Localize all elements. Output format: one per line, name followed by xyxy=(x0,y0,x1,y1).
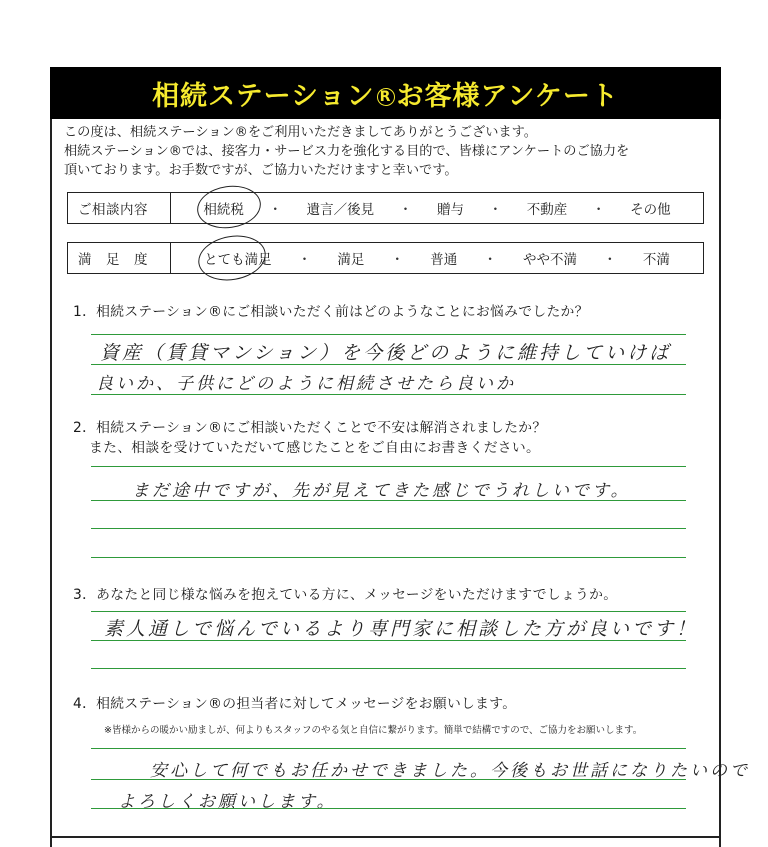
answer-line xyxy=(91,394,686,395)
answer-line xyxy=(91,808,686,809)
separator-dot: ・ xyxy=(297,252,312,268)
option-very-satisfied[interactable]: とても満足 xyxy=(204,252,272,268)
answer-2-line-1[interactable]: まだ途中ですが、先が見えてきた感じでうれしいです。 xyxy=(132,481,631,501)
question-2-line-2: また、相談を受けていただいて感じたことをご自由にお書きください。 xyxy=(89,440,541,456)
separator-dot: ・ xyxy=(268,202,282,218)
answer-4-line-1[interactable]: 安心して何でもお任かせできました。今後もお世話になりたいので xyxy=(150,761,750,781)
answer-3-line-1[interactable]: 素人通しで悩んでいるより専門家に相談した方が良いです！ xyxy=(104,618,699,640)
title-bar xyxy=(50,67,721,119)
option-inheritance-tax[interactable]: 相続税 xyxy=(203,202,244,218)
intro-line: 相続ステーション®では、接客力・サービス力を強化する目的で、皆様にアンケートのご協力を xyxy=(64,144,630,159)
answer-line xyxy=(91,528,686,529)
sheet-bottom-edge xyxy=(50,836,721,838)
answer-1-line-1[interactable]: 資産（賃貸マンション）を今後どのように維持していけば xyxy=(100,342,672,364)
question-2 xyxy=(73,418,546,458)
satisfaction-label: 満 足 度 xyxy=(68,243,171,273)
consult-label: ご相談内容 xyxy=(68,193,171,223)
answer-line xyxy=(91,334,686,335)
answer-line xyxy=(91,779,686,780)
answer-line xyxy=(91,500,686,501)
question-4-note: ※皆様からの暖かい励ましが、何よりもスタッフのやる気と自信に繋がります。簡単で結構ですので、ご協力をお願いします。 xyxy=(104,725,643,736)
separator-dot: ・ xyxy=(398,202,413,218)
option-other[interactable]: その他 xyxy=(630,202,671,218)
page-title: 相続ステーション R お客様アンケート xyxy=(152,80,619,112)
consult-content-box xyxy=(67,192,704,224)
answer-line xyxy=(91,557,686,558)
answer-line xyxy=(91,611,686,612)
answer-line xyxy=(91,748,686,749)
answer-line xyxy=(91,364,686,365)
option-will[interactable]: 遺言／後見 xyxy=(306,202,375,218)
answer-line xyxy=(91,640,686,641)
option-somewhat-dissatisfied[interactable]: やや不満 xyxy=(523,252,578,268)
intro-line: この度は、相続ステーション®をご利用いただきましてありがとうございます。 xyxy=(64,125,537,140)
option-neutral[interactable]: 普通 xyxy=(430,252,458,268)
separator-dot: ・ xyxy=(591,202,606,218)
registered-mark: R xyxy=(377,88,395,106)
answer-1-line-2[interactable]: 良いか、子供にどのように相続させたら良いか xyxy=(96,374,516,394)
question-3: 3．あなたと同じ様な悩みを抱えている方に、メッセージをいただけますでしょうか。 xyxy=(73,587,618,603)
separator-dot: ・ xyxy=(390,252,405,268)
intro-line: 頂いております。お手数ですが、ご協力いただけますと幸いです。 xyxy=(64,163,458,178)
answer-line xyxy=(91,668,686,669)
option-real-estate[interactable]: 不動産 xyxy=(526,202,568,218)
question-1: 1．相続ステーション®にご相談いただく前はどのようなことにお悩みでしたか？ xyxy=(73,304,589,320)
question-2-line-1: 2．相続ステーション®にご相談いただくことで不安は解消されましたか？ xyxy=(73,420,547,436)
question-4: 4．相続ステーション®の担当者に対してメッセージをお願いします。 xyxy=(73,696,517,712)
satisfaction-box xyxy=(67,242,704,274)
option-dissatisfied[interactable]: 不満 xyxy=(642,252,670,268)
separator-dot: ・ xyxy=(488,202,503,218)
option-gift[interactable]: 贈与 xyxy=(436,202,464,218)
separator-dot: ・ xyxy=(483,252,497,268)
option-satisfied[interactable]: 満足 xyxy=(337,252,365,268)
answer-4-line-2[interactable]: よろしくお願いします。 xyxy=(118,792,337,812)
intro-text xyxy=(64,123,714,180)
answer-line xyxy=(91,466,686,467)
separator-dot: ・ xyxy=(603,252,617,268)
